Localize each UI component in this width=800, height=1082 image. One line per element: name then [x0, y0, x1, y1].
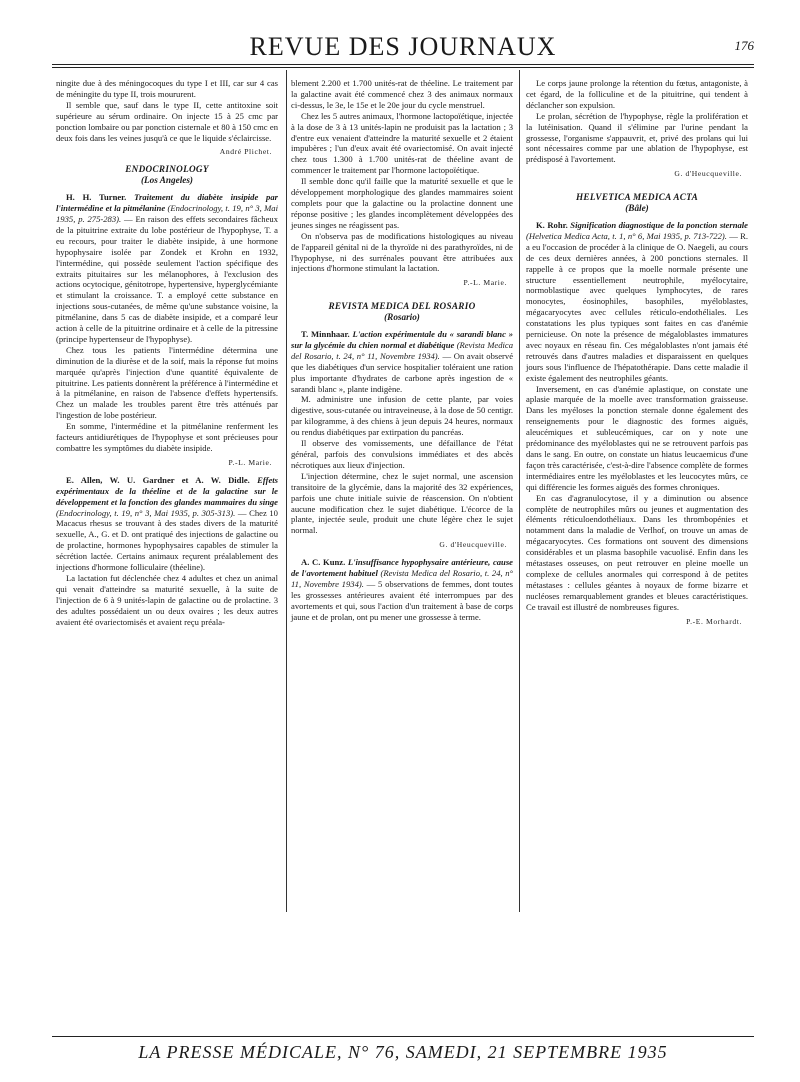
signature: G. d'Heucqueville. — [674, 169, 742, 179]
page-header — [52, 30, 754, 66]
column-1 — [56, 78, 278, 628]
article-reference: (Endocrinology, t. 19, n° 3, Mai 1935, p. 275-283). — [56, 203, 278, 224]
journal-heading: ENDOCRINOLOGY — [125, 164, 209, 175]
article-reference: (Revista Medica del Rosario, t. 24, n° 11, Novembre 1934). — [291, 568, 513, 589]
footer-rule — [52, 1036, 754, 1037]
paragraph: M. administre une infusion de cette plante, par voies digestive, sous-cutanée ou intraveineuse, à la dose de 50 centigr. par kilogramme, à des chiens à jeun depuis 24 heures, normaux ou rendus diabétiques par extirpation du pancréas. — [291, 394, 513, 438]
paragraph: En cas d'agranulocytose, il y a diminution ou absence complète de neutrophiles mûrs ou jeunes et augmentation des éléments réticuloendothéliaux. Dans les thrombopénies et notamment dans la maladie de Verlhof, on trouve un amas de mégacaryocytes. Ces formations ont souvent des dimensions considérables et un plasma basophile vacuolisé. Enfin dans les métastases osseuses, on peut retrouver en pleine moelle un complexe de cellules anormales qui correspond à de petites métastases : cellules géantes à noyaux de forme bizarre et nucléoses remarquablement grandes et bleues caractéristiques. Ce travail est illustré de nombreuses figures. — [526, 492, 748, 612]
article-title: Traitement du diabète insipide par l'intermédine et la pitmélanine — [56, 192, 278, 214]
paragraph: Chez tous les patients l'intermédine détermina une diminution de la diurèse et de la soif, mais la réponse fut moins marquée qu'après l'injection d'une quantité équivalente de pituitrine. Les patients donnèrent la préférence à l'intermédine et à la pitmélanine, en raison de l'absence d'effets hypertensifs. Chez un malade les troubles parent être très atténués par l'ingestion de lobe postérieur. — [56, 344, 278, 421]
page-title: REVUE DES JOURNAUX — [249, 32, 557, 61]
column-2 — [291, 78, 513, 623]
article-author: E. Allen, W. U. Gardner et A. W. Didle. — [66, 474, 250, 485]
article-author: H. H. Turner. — [66, 192, 127, 203]
column-3 — [526, 78, 748, 628]
article-allen — [56, 475, 278, 573]
header-rule — [52, 64, 754, 65]
article-text: — Chez 10 Macacus rhesus se trouvant à des stades divers de la maturité sexuelle, A., G. et D. ont pratiqué des injections de galactine ou de prolactine, hormones hypophysaires capables de stimuler la sécrétion lactée. Certains animaux reçurent préalablement des injections d'hormone folliculaire (théeline). — [56, 507, 278, 573]
article-reference: (Revista Medica del Rosario, t. 24, n° 11, Novembre 1934). — [291, 339, 514, 361]
signature: André Plichet. — [219, 147, 272, 157]
paragraph: Le corps jaune prolonge la rétention du fœtus, antagoniste, à cet égard, de la folliculine et de la pituitrine, qui tendent à déclancher son expulsion. — [526, 78, 748, 110]
paragraph: Inversement, en cas d'anémie aplastique, on constate une aplasie marquée de la moelle avec transformation graisseuse. Dans les myéloses la ponction sternale donne également des renseignements pour le diagnostic des formes aiguës, aleucémiques et subleucémiques, car on y note une prédominance des myéloblastes qui ne se retrouvent parfois pas dans le sang. En outre, on constate un hiatus leucaemicus d'une façon très caractérisée, c'est-à-dire l'absence complète de formes intermédiaires entre les myéloblastes et les leucocytes mûrs, ce qui différencie les formes aiguës des formes chroniques. — [526, 383, 748, 492]
paragraph: Chez les 5 autres animaux, l'hormone lactopoïétique, injectée à la dose de 3 à 13 unités-lapin ne produisit pas la lactation ; 3 d'entre eux venaient d'atteindre la maturité sexuelle et 2 étaient impubères ; l'un d'eux avait été ovariectomisé. On avait injecté chez tous 1.300 à 1.700 unités-rat de théeline avant de commencer le traitement par l'hormone lactopoïétique. — [291, 110, 513, 176]
article-title: Effets expérimentaux de la théeline et de la galactine sur le développement et la fonction des glandes mammaires du singe — [56, 474, 278, 507]
article-author: K. Rohr. — [536, 219, 568, 230]
footer-text: LA PRESSE MÉDICALE, N° 76, SAMEDI, 21 SEPTEMBRE 1935 — [138, 1042, 668, 1062]
paragraph: Il semble que, sauf dans le type II, cette antitoxine soit supérieure au sérum ordinaire. On injecte 15 à 25 cmc par ponction lombaire ou par ponction cisternale et 80 à 150 cmc en deux fois dans les veines jusqu'à ce que le liquide s'éclaircisse. — [56, 99, 278, 143]
signature: P.-E. Morhardt. — [686, 616, 742, 626]
article-text: — On avait observé que les diabétiques d'un service hospitalier toléraient une ration plus importante d'hydrates de carbone après ingestion de « sarandi blanc », plante indigène. — [291, 350, 514, 394]
column-divider — [519, 70, 520, 912]
article-author: A. C. Kunz. — [301, 557, 346, 568]
article-reference: (Helvetica Medica Acta, t. 1, n° 6, Mai 1935, p. 713-722). — [526, 230, 727, 241]
journal-city: (Rosario) — [384, 312, 420, 323]
paragraph: ningite due à des méningocoques du type I et III, car sur 4 cas de méningite du type II, trois moururent. — [56, 78, 278, 99]
header-rule-inner — [52, 67, 754, 68]
paragraph: En somme, l'intermédine et la pitmélanine renferment les facteurs antidiurétiques de l'hypophyse et sont précieuses pour combattre les symptômes du diabète insipide. — [56, 421, 278, 453]
page-number: 176 — [734, 38, 754, 53]
article-turner — [56, 192, 278, 345]
paragraph: Il semble donc qu'il faille que la maturité sexuelle et que le développement morphologique des glandes mammaires soient complets pour que la galactine ou la prolactine donnent une réponse positive ; les glandes incomplètement développées des jeunes singes ne réagissent pas. — [291, 176, 513, 230]
paragraph: blement 2.200 et 1.700 unités-rat de théeline. Le traitement par la galactine avait été commencé chez 3 des animaux normaux ci-dessus, le 3e, le 15e et le 20e jour du cycle menstruel. — [291, 78, 513, 110]
paragraph: Il observe des vomissements, une défaillance de l'état général, parfois des convulsions immédiates et des abcès nécrotiques aux lieux d'injection. — [291, 438, 513, 470]
article-author: T. Minnhaar. — [301, 329, 350, 340]
journal-heading: HELVETICA MEDICA ACTA — [575, 192, 699, 203]
signature: P.-L. Marie. — [463, 278, 507, 288]
article-kunz — [291, 557, 513, 622]
article-text: — R. a eu l'occasion de procéder à la clinique de O. Naegeli, au cours de ces deux dernières années, à 200 ponctions sternales. Il rappelle à ce propos que la moelle normale présente une structure essentiellement neutrophile, myélocytaire, normoblastique avec quelques lymphocytes, de rares monocytes, éosinophiles, basophiles, myéloblastes, mégacaryocytes avec cellules réticulo-endothéliales. Les constatations les plus typiques sont faites en cas d'anémie pernicieuse. On note la présence de mégaloblastes immatures avec noyaux en réseau fin. Ces mégaloblastes n'ont jamais été retrouvés dans d'autres maladies et disparaissent en quelques jours sous l'influence de l'hépatothérapie. Dans cette maladie il existe également des neutrophiles géants. — [526, 230, 749, 383]
journal-city: (Bâle) — [625, 203, 649, 214]
paragraph: L'injection détermine, chez le sujet normal, une ascension transitoire de la glycémie, dans la majorité des 32 expériences, parfois une chute initiale suivie de réascension. On n'obtient aucune modification chez le sujet diabétique. L'écorce de la plante, injectée seule, produit une chute légère chez le sujet normal. — [291, 470, 513, 536]
article-title: Signification diagnostique de la ponction sternale — [570, 219, 748, 230]
article-minnhaar — [291, 329, 513, 394]
article-text: — En raison des effets secondaires fâcheux de la pituitrine extraite du lobe postérieur de l'hypophyse, T. a eu recours, pour traiter le diabète insipide, à une hormone hypophysaire isolée par Zondek et Krohn en 1932, l'intermédine, qui possède seulement l'action spécifique des extraits pituitaires sur les mélanophores, à l'exclusion des actions ocytocique, génitotrope, hypertensive, hyperglycémiante et stimulant la croissance. T. a employé cette substance en injections sous-cutanées, de même qu'une substance voisine, la pitmélanine, dans 5 cas de diabète insipide, et a comparé leur action à celle de la pituitrine ordinaire et à celle de la pitressine (principe hypertenseur de l'hypophyse). — [56, 213, 279, 344]
column-divider — [286, 70, 287, 912]
article-reference: (Endocrinology, t. 19, n° 3, Mai 1935, p. 305-313). — [56, 507, 236, 518]
article-text: — 5 observations de femmes, dont toutes les grossesses antérieures avaient été interrompues par des avortements et qui, sous l'action d'un traitement à base de corps jaune et de prolan, ont pu mener une grossesse à terme. — [291, 578, 513, 622]
article-title: L'insuffisance hypophysaire antérieure, cause de l'avortement habituel — [291, 557, 513, 579]
article-rohr — [526, 220, 748, 384]
signature: P.-L. Marie. — [228, 457, 272, 467]
signature: G. d'Heucqueville. — [439, 540, 507, 550]
journal-heading: REVISTA MEDICA DEL ROSARIO — [328, 301, 476, 312]
journal-city: (Los Angeles) — [141, 175, 193, 186]
paragraph: On n'observa pas de modifications histologiques au niveau de l'appareil génital ni de la thyroïde ni des parathyroïdes, ni de l'hypophyse, ni des surrénales pouvant être attribuées aux injections d'hormone stimulant la lactation. — [291, 230, 513, 274]
article-title: L'action expérimentale du « sarandi blanc » sur la glycémie du chien normal et diabétique — [291, 329, 513, 350]
paragraph: La lactation fut déclenchée chez 4 adultes et chez un animal qui venait d'atteindre sa maturité sexuelle, à la suite de l'injection de 6 à 9 unités-lapin de galactine ou de prolactine. 3 des adultes possédaient un ou deux ovaires ; les deux autres avaient été ovariectomisés et avaient reçu préala- — [56, 572, 278, 627]
page-footer — [52, 1042, 754, 1063]
paragraph: Le prolan, sécrétion de l'hypophyse, règle la prolifération et la lutéinisation. Quand il s'élimine par l'urine pendant la grossesse, l'organisme s'appauvrit, et, privé des prolans qui lui sont nécessaires comme par une ablation de l'hypophyse, est prédisposé à l'avortement. — [526, 110, 748, 165]
